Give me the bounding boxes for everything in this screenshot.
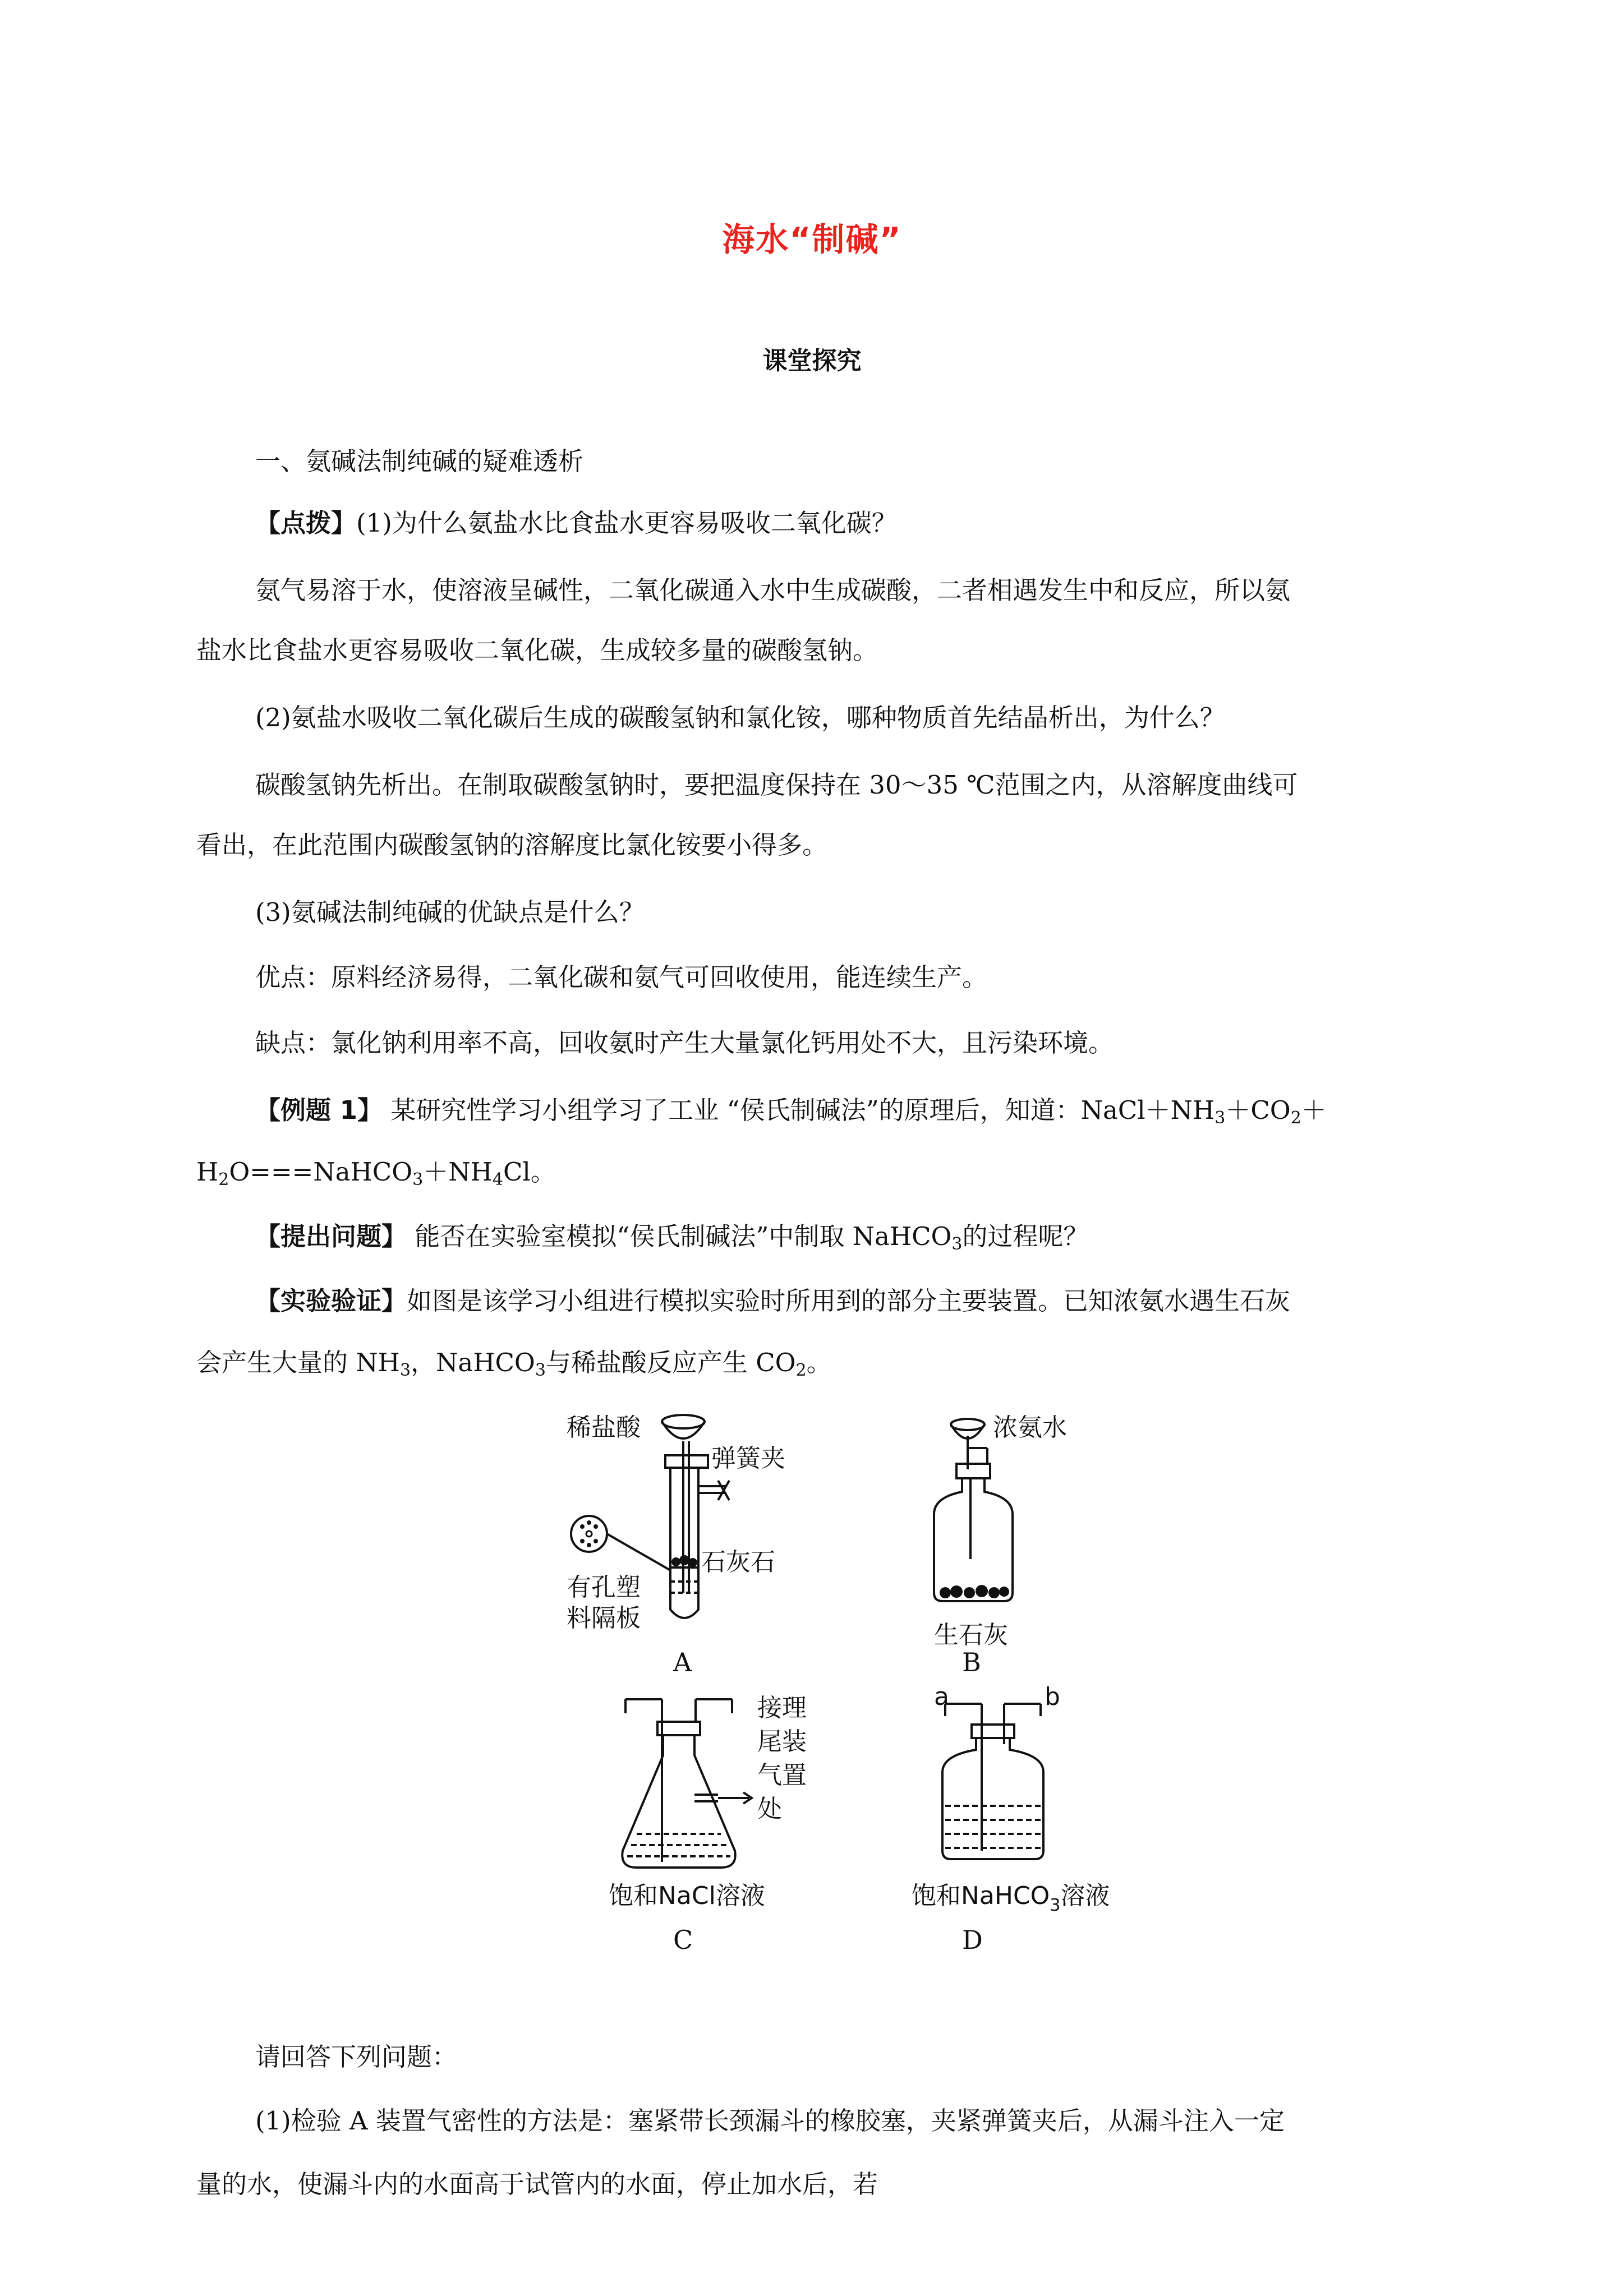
section-heading: 课堂探究 — [762, 347, 862, 375]
label-tail-4: 处 — [757, 1795, 782, 1823]
subscript: 3 — [1050, 1896, 1061, 1915]
equation-part: ＋NH — [423, 1157, 493, 1187]
label-conc-ammonia: 浓氨水 — [993, 1413, 1067, 1442]
label-plate-2: 料隔板 — [567, 1604, 641, 1633]
example-label: 【例题 1】 — [255, 1095, 383, 1125]
label-dilute-hcl: 稀盐酸 — [567, 1413, 641, 1442]
apparatus-c — [622, 1699, 752, 1868]
label-spring-clamp: 弹簧夹 — [711, 1444, 785, 1473]
label-limestone: 石灰石 — [701, 1548, 775, 1576]
subscript: 2 — [795, 1361, 807, 1380]
equation-part: ＋ — [1301, 1095, 1327, 1125]
equation-part: O===NaHCO — [229, 1157, 413, 1187]
caption-a: A — [673, 1647, 692, 1677]
question1-line2: 量的水，使漏斗内的水面高于试管内的水面，停止加水后，若 — [196, 2169, 878, 2199]
example-text: 某研究性学习小组学习了工业 “侯氏制碱法”的原理后，知道： — [382, 1095, 1081, 1125]
apparatus-d — [942, 1704, 1043, 1859]
question1-line1: (1)检验 A 装置气密性的方法是：塞紧带长颈漏斗的橡胶塞，夹紧弹簧夹后，从漏斗注入一定 — [255, 2106, 1285, 2136]
label-port-a: a — [934, 1682, 949, 1711]
example-line2 — [0, 1155, 1624, 1189]
example-line1 — [0, 1094, 1624, 1127]
subscript: 3 — [1214, 1108, 1226, 1128]
verify-line1 — [0, 1284, 1624, 1318]
equation-part: NaCl＋NH — [1080, 1095, 1215, 1125]
question-line — [0, 1220, 1624, 1253]
tip-label: 【点拨】 — [255, 508, 357, 538]
section-title: 一、氨碱法制纯碱的疑难透析 — [255, 446, 584, 476]
label-tail-2: 尾装 — [757, 1727, 807, 1756]
caption-c: C — [673, 1925, 693, 1955]
tip-a1-line1: 氨气易溶于水，使溶液呈碱性，二氧化碳通入水中生成碳酸，二者相遇发生中和反应，所以氨 — [255, 575, 1291, 605]
label-port-b: b — [1045, 1682, 1060, 1711]
verify-text: 。 — [806, 1348, 832, 1377]
subscript: 3 — [412, 1170, 424, 1190]
tip-advantages: 优点：原料经济易得，二氧化碳和氨气可回收使用，能连续生产。 — [255, 962, 988, 992]
label-part: 饱和NaHCO — [912, 1882, 1050, 1910]
label-tail-3: 气置 — [757, 1761, 807, 1790]
apparatus-diagram — [533, 1402, 1150, 1991]
verify-text: 如图是该学习小组进行模拟实验时所用到的部分主要装置。已知浓氨水遇生石灰 — [407, 1286, 1291, 1316]
verify-text: 会产生大量的 NH — [196, 1348, 400, 1377]
apparatus-figure — [533, 1402, 1150, 1991]
tip-q1 — [0, 506, 1624, 540]
verify-text: ，NaHCO — [411, 1348, 535, 1377]
verify-label: 【实验验证】 — [255, 1286, 407, 1316]
tip-a2-line2: 看出，在此范围内碳酸氢钠的溶解度比氯化铵要小得多。 — [196, 830, 828, 860]
tip-q1-text: (1)为什么氨盐水比食盐水更容易吸收二氧化碳？ — [356, 508, 897, 538]
verify-text: 与稀盐酸反应产生 CO — [545, 1348, 796, 1377]
label-nahco3-solution — [912, 1882, 1110, 1915]
tip-a2-line1: 碳酸氢钠先析出。在制取碳酸氢钠时，要把温度保持在 30～35 ℃范围之内，从溶解度曲线可 — [255, 770, 1298, 800]
label-part: 溶液 — [1060, 1882, 1110, 1910]
tip-a1-line2: 盐水比食盐水更容易吸收二氧化碳，生成较多量的碳酸氢钠。 — [196, 635, 878, 665]
question-label: 【提出问题】 — [255, 1221, 407, 1251]
subscript: 2 — [1290, 1108, 1301, 1128]
equation-part: ＋CO — [1225, 1095, 1291, 1125]
label-nacl-solution: 饱和NaCl溶液 — [609, 1882, 765, 1910]
label-quicklime: 生石灰 — [934, 1621, 1008, 1649]
tip-q3: (3)氨碱法制纯碱的优缺点是什么？ — [255, 897, 645, 927]
question-text: 能否在实验室模拟“侯氏制碱法”中制取 NaHCO — [407, 1221, 952, 1251]
tip-disadvantages: 缺点：氯化钠利用率不高，回收氨时产生大量氯化钙用处不大，且污染环境。 — [255, 1028, 1114, 1058]
subscript: 3 — [399, 1361, 411, 1380]
answer-prompt: 请回答下列问题： — [255, 2042, 458, 2072]
label-plate-1: 有孔塑 — [567, 1573, 641, 1602]
equation-part: H — [196, 1157, 219, 1187]
equation-part: Cl。 — [503, 1157, 556, 1187]
subscript: 2 — [218, 1170, 229, 1190]
tip-q2: (2)氨盐水吸收二氧化碳后生成的碳酸氢钠和氯化铵，哪种物质首先结晶析出，为什么？ — [255, 703, 1225, 732]
caption-b: B — [962, 1647, 981, 1677]
subscript: 3 — [951, 1234, 963, 1254]
apparatus-b — [934, 1419, 1013, 1601]
label-tail-1: 接理 — [757, 1694, 807, 1722]
page-title: 海水“制碱” — [722, 220, 902, 259]
subscript: 3 — [535, 1361, 546, 1380]
question-text: 的过程呢？ — [962, 1221, 1089, 1251]
subscript: 4 — [492, 1170, 503, 1190]
verify-line2 — [0, 1346, 1624, 1380]
caption-d: D — [962, 1925, 983, 1955]
